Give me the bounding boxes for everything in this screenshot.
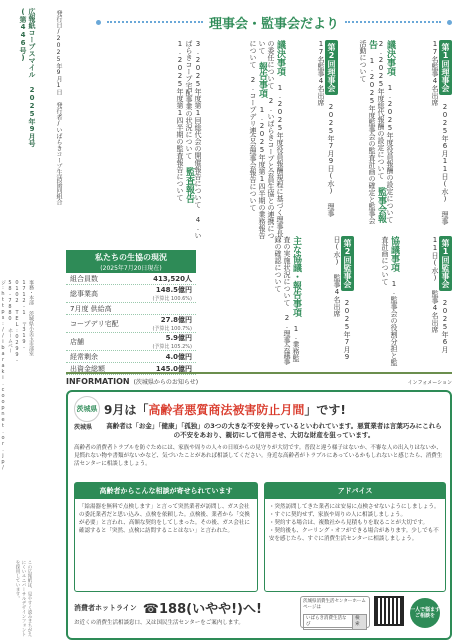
audit-second-item: 2.理事会議事録の確認について bbox=[274, 236, 291, 365]
hotline-number[interactable]: ☎188(いやや!)へ! bbox=[142, 602, 262, 617]
board-first-item: 2.2025年度総代報酬の設定について bbox=[377, 40, 385, 179]
board-second-report: 4.いばらきコープ宅配事業の状況について bbox=[185, 40, 202, 239]
header-divider bbox=[345, 21, 441, 23]
info-tag: インフォメーション bbox=[407, 380, 452, 386]
coop-row-value: 145.0億円 bbox=[155, 364, 192, 373]
coop-row-label: コープデリ宅配 bbox=[70, 319, 119, 328]
audit-second bbox=[302, 236, 354, 366]
coop-row-label: 店舗 bbox=[70, 337, 84, 346]
coop-row bbox=[66, 273, 196, 285]
board-first-report: 1.2025年度監事会の監査計画の確定と監事会活動について bbox=[359, 40, 376, 224]
advice-box bbox=[264, 482, 446, 592]
contact-text: TEL:0299-58-7880 ホームページ:https://ibaraki.coopnet.or.jp/ bbox=[0, 280, 20, 471]
board-first-date: 2025年6月11日(水) bbox=[441, 103, 449, 203]
prefecture-label: 茨城県 bbox=[74, 424, 93, 431]
hotline-note: お近くの消費生活相談窓口、又は国民生活センターをご案内します。 bbox=[74, 620, 244, 626]
coop-row-note: (予算比 100.6%) bbox=[152, 296, 192, 302]
coop-row-label: 組合員数 bbox=[70, 274, 98, 283]
address-text: 事務・本部 茨城県小美玉市部室1712-1 〒319-0102 bbox=[14, 280, 34, 356]
coop-row-value: 5.9億円 bbox=[165, 334, 192, 342]
header-divider bbox=[107, 21, 203, 23]
coop-row-note: (予算比 105.2%) bbox=[152, 344, 192, 350]
advice-list bbox=[265, 499, 445, 547]
audit-second-detail: 監事4名出席 bbox=[333, 274, 341, 317]
header-dot-icon bbox=[447, 20, 452, 25]
prefecture-logo-icon: 茨城県 bbox=[74, 396, 100, 422]
board-first-items bbox=[340, 40, 394, 230]
advice-title: アドバイス bbox=[265, 483, 445, 499]
board-second-report: 3.2025年度第1回総代会の開催報告について bbox=[194, 40, 202, 208]
board-first-badge: 第1回理事会 bbox=[439, 40, 452, 95]
banner-pre: 9月は「 bbox=[104, 402, 149, 417]
publisher-address bbox=[0, 280, 34, 471]
case-body: 「給湯器を無料で点検します」と言って突然業者が訪問し、ガス会社の委託業者だと思い込み、点検を依頼した。点検後、業者から「交換が必要」と言われ、高額な契約をしてしまった。その後、ガス会社に確認すると「突然、点検に訪問することはない」と言われた。 bbox=[79, 504, 250, 534]
center-title: 茨城県消費生活センターホームページは bbox=[303, 599, 366, 610]
banner-post: 」です! bbox=[304, 402, 346, 417]
info-title: INFORMATION bbox=[66, 377, 130, 386]
audit-first-date: 2025年6月11日(水) bbox=[431, 236, 449, 353]
coop-status-header bbox=[66, 250, 196, 273]
coop-status-table bbox=[66, 250, 196, 373]
hotline bbox=[74, 598, 262, 617]
audit-first bbox=[400, 236, 452, 366]
notice-body: 高齢者の消費者トラブルを防ぐためには、家族や周りの人々の日頃からの見守りが大切です。普段と違う様子はないか、不審な人の出入りはないか、見慣れない物や書類がないかなど、気づいたことがあれば相談してください。身近な高齢者がトラブルにあっているかもしれないと感じたら、消費生活センターに相談しましょう。 bbox=[74, 445, 443, 467]
bottom-note: この広報紙は、見やすく読みまちがえにくいユニバーサルデザインフォントを採用しています。 bbox=[15, 560, 32, 637]
board-second-detail: 理事17名監事4名出席 bbox=[317, 40, 335, 217]
consult-bubble: 一人で悩まずご相談を bbox=[410, 598, 440, 628]
board-first-detail: 理事17名監事4名出席 bbox=[431, 40, 449, 225]
publisher-info bbox=[32, 10, 62, 260]
board-first-report-title: 監事会報告 bbox=[367, 40, 386, 223]
hotline-label: 消費者ホットライン bbox=[74, 603, 137, 612]
audit-first-detail: 監事4名出席 bbox=[431, 290, 439, 333]
coop-row-note: (予算比 100.7%) bbox=[152, 326, 192, 332]
coop-row bbox=[66, 351, 196, 363]
section-header bbox=[96, 12, 452, 32]
audit-first-items bbox=[356, 236, 398, 366]
search-text: いばらき消費生活なび bbox=[306, 616, 347, 627]
coop-row-value: 27.8億円 bbox=[160, 316, 192, 324]
coop-row-value: 148.5億円 bbox=[155, 286, 192, 294]
board-second-items-title: 議決事項 bbox=[275, 40, 285, 76]
notice-lead: 高齢者は「お金」「健康」「孤独」の3つの大きな不安を持っているといわれています。悪質業者は言葉巧みにこれらの不安をあおり、親切にして信用させ、大切な財産を狙っています。 bbox=[106, 422, 442, 439]
board-second-audit: 1.2025年度第1四半期の監査報告について bbox=[176, 40, 184, 201]
coop-row bbox=[66, 303, 196, 315]
board-second-report: 1.2025年度第1四半期の業務報告について bbox=[249, 40, 266, 239]
coop-row-label: 経常剰余 bbox=[70, 352, 98, 361]
board-first-items-title: 議決事項 bbox=[385, 40, 395, 76]
board-second-report-title: 報告事項 bbox=[257, 62, 267, 98]
audit-first-items-title: 協議事項 bbox=[389, 236, 399, 272]
audit-second-badge: 第2回監事会 bbox=[341, 236, 354, 291]
audit-first-badge: 第1回監事会 bbox=[439, 236, 452, 291]
coop-row-label: 総事業高 bbox=[70, 289, 98, 298]
search-box[interactable] bbox=[303, 614, 367, 630]
audit-second-items-title: 主な協議・報告事項 bbox=[291, 236, 301, 317]
notice-banner bbox=[104, 398, 346, 420]
board-second-badge: 第2回理事会 bbox=[325, 40, 338, 95]
advice-item: ・すぐに契約せず、家族や周りの人に相談しましょう。 bbox=[269, 512, 407, 518]
board-second bbox=[286, 40, 338, 230]
board-second-item: 1.2025年度役員報酬規程に基づく理事長の委任について bbox=[267, 40, 284, 237]
issue-date: 発行日/2025年9月1日 bbox=[55, 10, 62, 95]
audit-first-item: 1.監事会の役割分担と監査計画について bbox=[381, 236, 398, 366]
issue-label: 広報紙コープスマイル 2025年9月号 (第446号) bbox=[19, 8, 36, 147]
advice-item: ・契約後も、クーリング・オフができる場合があります。少しでも不安を感じたら、すぐに消費生活センターに相談しましょう。 bbox=[269, 528, 439, 542]
advice-item: ・突然訪問してきた業者には安易に点検させないようにしましょう。 bbox=[269, 504, 440, 510]
board-second-date: 2025年7月9日(水) bbox=[327, 103, 335, 195]
banner-highlight: 高齢者悪質商法被害防止月間 bbox=[148, 402, 305, 417]
audit-second-item: 1.業務監査の実施状況について bbox=[283, 236, 300, 362]
board-first-item: 1.2025年度役員報酬の設定について bbox=[386, 84, 394, 223]
search-button[interactable]: 検索 bbox=[352, 615, 366, 629]
audit-second-items bbox=[200, 236, 300, 366]
notice-box bbox=[66, 390, 452, 640]
coop-row bbox=[66, 285, 196, 303]
case-title: 高齢者からこんな相談が寄せられています bbox=[75, 483, 257, 499]
section-title: 理事会・監事会だより bbox=[209, 16, 340, 32]
audit-second-date: 2025年7月9日(水) bbox=[333, 236, 351, 361]
board-second-report: 2.コープデリ連合会理事会報告について bbox=[249, 76, 257, 211]
coop-status-subtitle: (2025年7月20日現在) bbox=[100, 265, 162, 272]
board-second-more bbox=[66, 40, 202, 240]
board-second-items bbox=[204, 40, 284, 240]
board-second-audit-title: 監査報告 bbox=[184, 167, 194, 203]
coop-row-value: 4.0億円 bbox=[165, 352, 192, 361]
board-first bbox=[396, 40, 452, 230]
coop-row bbox=[66, 333, 196, 351]
info-subtitle: (茨城県からのお知らせ) bbox=[133, 379, 199, 386]
coop-row-value: 413,520人 bbox=[153, 274, 192, 283]
case-box bbox=[74, 482, 258, 592]
publisher-name: 発行者/いばらきコープ生活協同組合 bbox=[55, 102, 62, 205]
advice-item: ・契約する場合は、複数社から見積もりを取ることが大切です。 bbox=[269, 520, 429, 526]
board-second-item: 2.いばらきコープと会員生協との連携について bbox=[258, 40, 275, 239]
coop-status-title: 私たちの生協の現況 bbox=[95, 253, 167, 262]
center-card bbox=[300, 596, 370, 628]
header-dot-icon bbox=[96, 20, 101, 25]
coop-row bbox=[66, 315, 196, 333]
coop-row-label: 出資金総額 bbox=[70, 364, 105, 373]
qr-code-icon[interactable] bbox=[374, 596, 404, 626]
coop-row-label: 7月度 供給高 bbox=[70, 304, 112, 313]
information-bar bbox=[66, 372, 452, 386]
